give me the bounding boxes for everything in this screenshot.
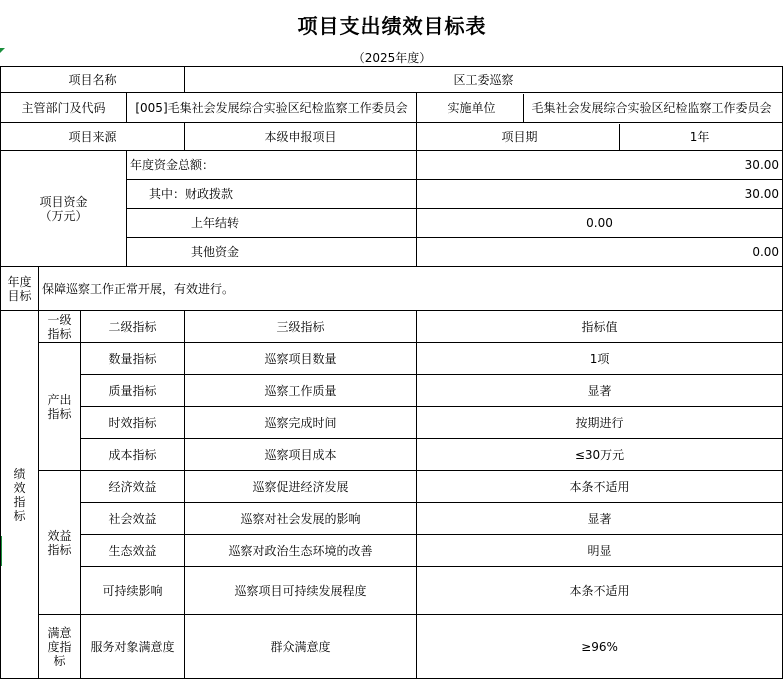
impl-subtable [420, 94, 779, 122]
row-l2: 质量指标 [81, 375, 185, 407]
funds-total-label: 年度资金总额： [127, 151, 417, 180]
row-value[interactable]: ≤30万元 [417, 439, 783, 471]
page-title: 项目支出绩效目标表 [297, 13, 487, 38]
header-level2: 二级指标 [81, 311, 185, 343]
fiscal-year: （2025年度） [352, 50, 432, 65]
row-l3: 巡察项目数量 [185, 343, 417, 375]
period-label: 项目期 [420, 124, 620, 150]
row-value[interactable]: 按期进行 [417, 407, 783, 439]
impl-cell [417, 93, 783, 123]
row-l2: 成本指标 [81, 439, 185, 471]
row-l3: 巡察项目可持续发展程度 [185, 567, 417, 615]
row-l3: 巡察对政治生态环境的改善 [185, 535, 417, 567]
row-l2: 时效指标 [81, 407, 185, 439]
row-value[interactable]: 本条不适用 [417, 471, 783, 503]
funds-carry-value[interactable]: 0.00 [417, 209, 783, 238]
funds-fiscal-label: 其中：财政拨款 [127, 180, 417, 209]
header-value: 指标值 [417, 311, 783, 343]
funds-carry-label: 上年结转 [127, 209, 417, 238]
project-name-value[interactable]: 区工委巡察 [185, 67, 783, 93]
row-value[interactable]: 显著 [417, 375, 783, 407]
header-level3: 三级指标 [185, 311, 417, 343]
period-subtable [420, 124, 779, 150]
output-label: 产出指标 [39, 343, 81, 471]
source-value[interactable]: 本级申报项目 [185, 123, 417, 151]
row-value[interactable]: 明显 [417, 535, 783, 567]
row-value[interactable]: 本条不适用 [417, 567, 783, 615]
row-l2: 可持续影响 [81, 567, 185, 615]
satisfaction-label: 满意度指标 [39, 615, 81, 679]
funds-label: 项目资金（万元） [1, 151, 127, 267]
row-value[interactable]: 1项 [417, 343, 783, 375]
funds-other-value[interactable]: 0.00 [417, 238, 783, 267]
performance-table [0, 66, 783, 679]
dept-value[interactable]: [005]毛集社会发展综合实验区纪检监察工作委员会 [127, 93, 417, 123]
project-name-label: 项目名称 [1, 67, 185, 93]
goal-text[interactable]: 保障巡察工作正常开展，有效进行。 [39, 267, 783, 311]
row-l2: 生态效益 [81, 535, 185, 567]
row-l3: 巡察对社会发展的影响 [185, 503, 417, 535]
cell-marker-icon [0, 48, 5, 53]
impl-value[interactable]: 毛集社会发展综合实验区纪检监察工作委员会 [531, 100, 772, 115]
benefit-label: 效益指标 [39, 471, 81, 615]
row-l2: 社会效益 [81, 503, 185, 535]
row-value[interactable]: ≥96% [417, 615, 783, 679]
period-cell [417, 123, 783, 151]
funds-other-label: 其他资金 [127, 238, 417, 267]
impl-label: 实施单位 [420, 94, 524, 122]
source-label: 项目来源 [1, 123, 185, 151]
row-l2: 经济效益 [81, 471, 185, 503]
row-l3: 巡察促进经济发展 [185, 471, 417, 503]
row-l3: 群众满意度 [185, 615, 417, 679]
row-l2: 服务对象满意度 [81, 615, 185, 679]
funds-fiscal-value[interactable]: 30.00 [417, 180, 783, 209]
row-l2: 数量指标 [81, 343, 185, 375]
dept-label: 主管部门及代码 [1, 93, 127, 123]
row-l3: 巡察完成时间 [185, 407, 417, 439]
goal-label: 年度目标 [1, 267, 39, 311]
row-l3: 巡察项目成本 [185, 439, 417, 471]
period-value[interactable]: 1年 [689, 129, 710, 144]
row-value[interactable]: 显著 [417, 503, 783, 535]
funds-total-value[interactable]: 30.00 [417, 151, 783, 180]
row-l3: 巡察工作质量 [185, 375, 417, 407]
header-level1: 一级指标 [39, 311, 81, 343]
indicators-label: 绩效指标 [1, 311, 39, 679]
